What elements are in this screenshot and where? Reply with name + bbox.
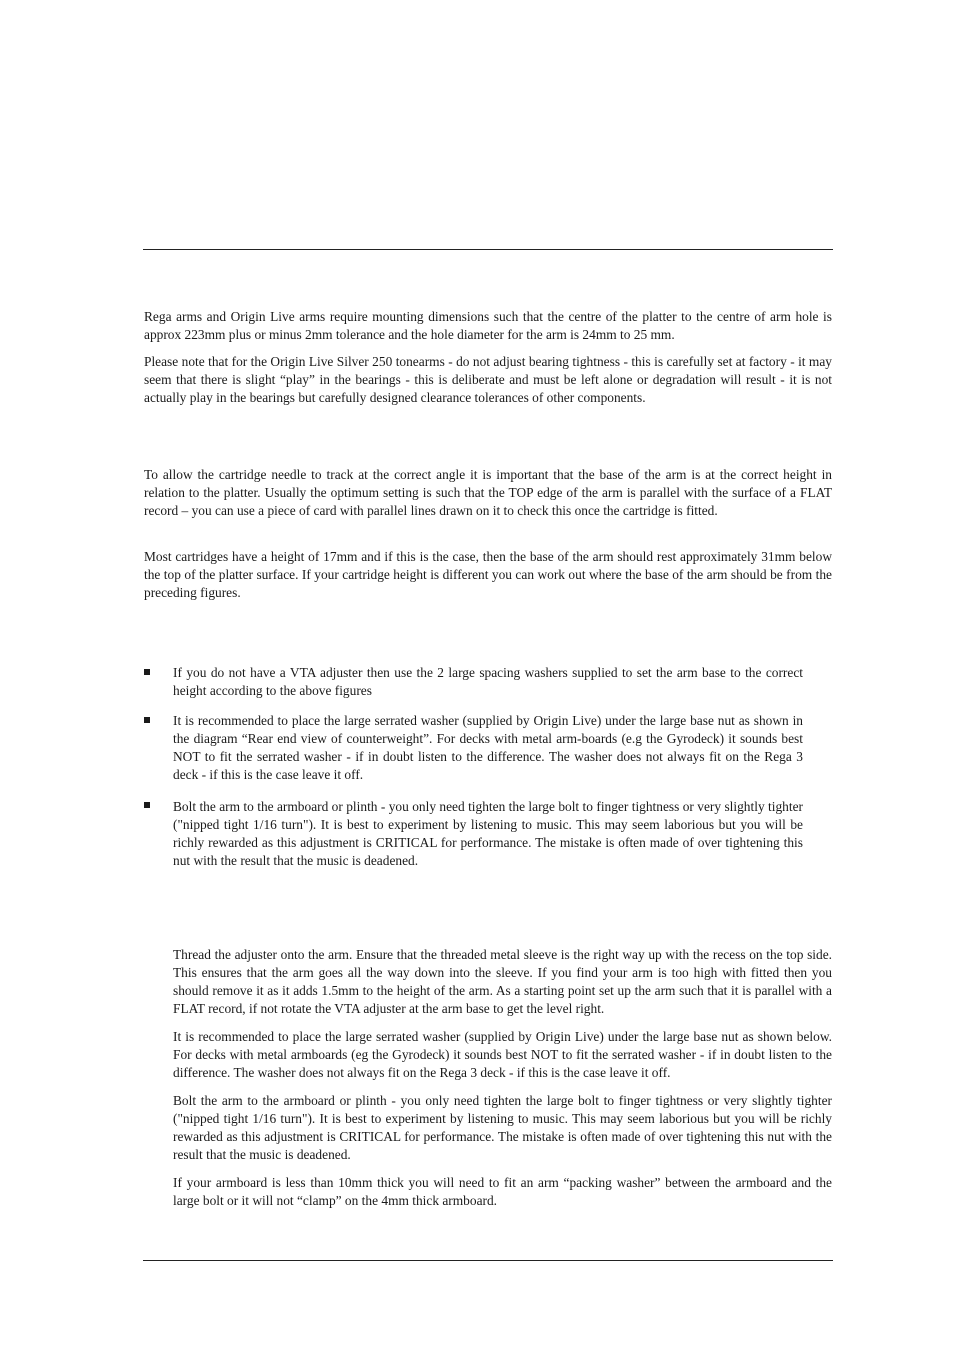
- vta-adjuster-paragraph: Thread the adjuster onto the arm. Ensure that the threaded metal sleeve is the right way up with the recess on the top side. This ensures that the arm goes all the way down into the sleeve. If you find your arm is too high with fitted then you should remove it as it adds 1.5mm to the height of the arm. As a starting point set up the arm such that it is parallel with a FLAT record, if not rotate the VTA adjuster at the arm base to get the level right.: [173, 947, 832, 1016]
- bullet-item-spacing-washers: If you do not have a VTA adjuster then use the 2 large spacing washers supplied to set the arm base to the correct height according to the above figures: [173, 665, 803, 698]
- bullet-marker: [144, 802, 150, 808]
- bullet-item-bolt-arm: Bolt the arm to the armboard or plinth - you only need tighten the large bolt to finger tightness or very slightly tighter ("nipped tight 1/16 turn"). It is best to experiment by listening to music. This may seem laborious but you will be richly rewarded as this adjustment is CRITICAL for performance. The mistake is often made of over tightening this nut with the result that the music is deadened.: [173, 799, 803, 868]
- bolt-arm-paragraph: Bolt the arm to the armboard or plinth - you only need tighten the large bolt to finger tightness or very slightly tighter ("nipped tight 1/16 turn"). It is best to experiment by listening to music. This may seem laborious but you will be richly rewarded as this adjustment is CRITICAL for performance. The mistake is often made of over tightening this nut with the result that the music is deadened.: [173, 1093, 832, 1162]
- bullet-marker: [144, 669, 150, 675]
- packing-washer-paragraph: If your armboard is less than 10mm thick you will need to fit an arm “packing washer” between the armboard and the large bolt or it will not “clamp” on the 4mm thick armboard.: [173, 1175, 832, 1208]
- mounting-dimensions-paragraph: Rega arms and Origin Live arms require mounting dimensions such that the centre of the platter to the centre of arm hole is approx 223mm plus or minus 2mm tolerance and the hole diameter for the arm is 24mm to 25 mm.: [144, 309, 832, 342]
- bearing-note-paragraph: Please note that for the Origin Live Silver 250 tonearms - do not adjust bearing tightness - this is carefully set at factory - it may seem that there is slight “play” in the bearings - this is deliberate and must be left alone or degradation will result - it is not actually play in the bearings but carefully designed clearance tolerances of other components.: [144, 354, 832, 405]
- arm-height-paragraph: To allow the cartridge needle to track at the correct angle it is important that the base of the arm is at the correct height in relation to the platter. Usually the optimum setting is such that the TOP edge of the arm is parallel with the surface of a FLAT record – you can use a piece of card with parallel lines drawn on it to check this once the cartridge is fitted.: [144, 467, 832, 518]
- cartridge-height-paragraph: Most cartridges have a height of 17mm and if this is the case, then the base of the arm should rest approximately 31mm below the top of the platter surface. If your cartridge height is different you can work out where the base of the arm should be from the preceding figures.: [144, 549, 832, 600]
- serrated-washer-paragraph: It is recommended to place the large serrated washer (supplied by Origin Live) under the large base nut as shown below. For decks with metal armboards (eg the Gyrodeck) it sounds best NOT to fit the serrated washer - if in doubt listen to the difference. The washer does not always fit on the Rega 3 deck - if this is the case leave it off.: [173, 1029, 832, 1080]
- bullet-marker: [144, 717, 150, 723]
- header-rule: [143, 249, 833, 250]
- footer-rule: [143, 1260, 833, 1261]
- bullet-item-serrated-washer: It is recommended to place the large serrated washer (supplied by Origin Live) under the large base nut as shown in the diagram “Rear end view of counterweight”. For decks with metal arm-boards (e.g the Gyrodeck) it sounds best NOT to fit the serrated washer - if in doubt listen to the difference. The washer does not always fit on the Rega 3 deck - if this is the case leave it off.: [173, 713, 803, 782]
